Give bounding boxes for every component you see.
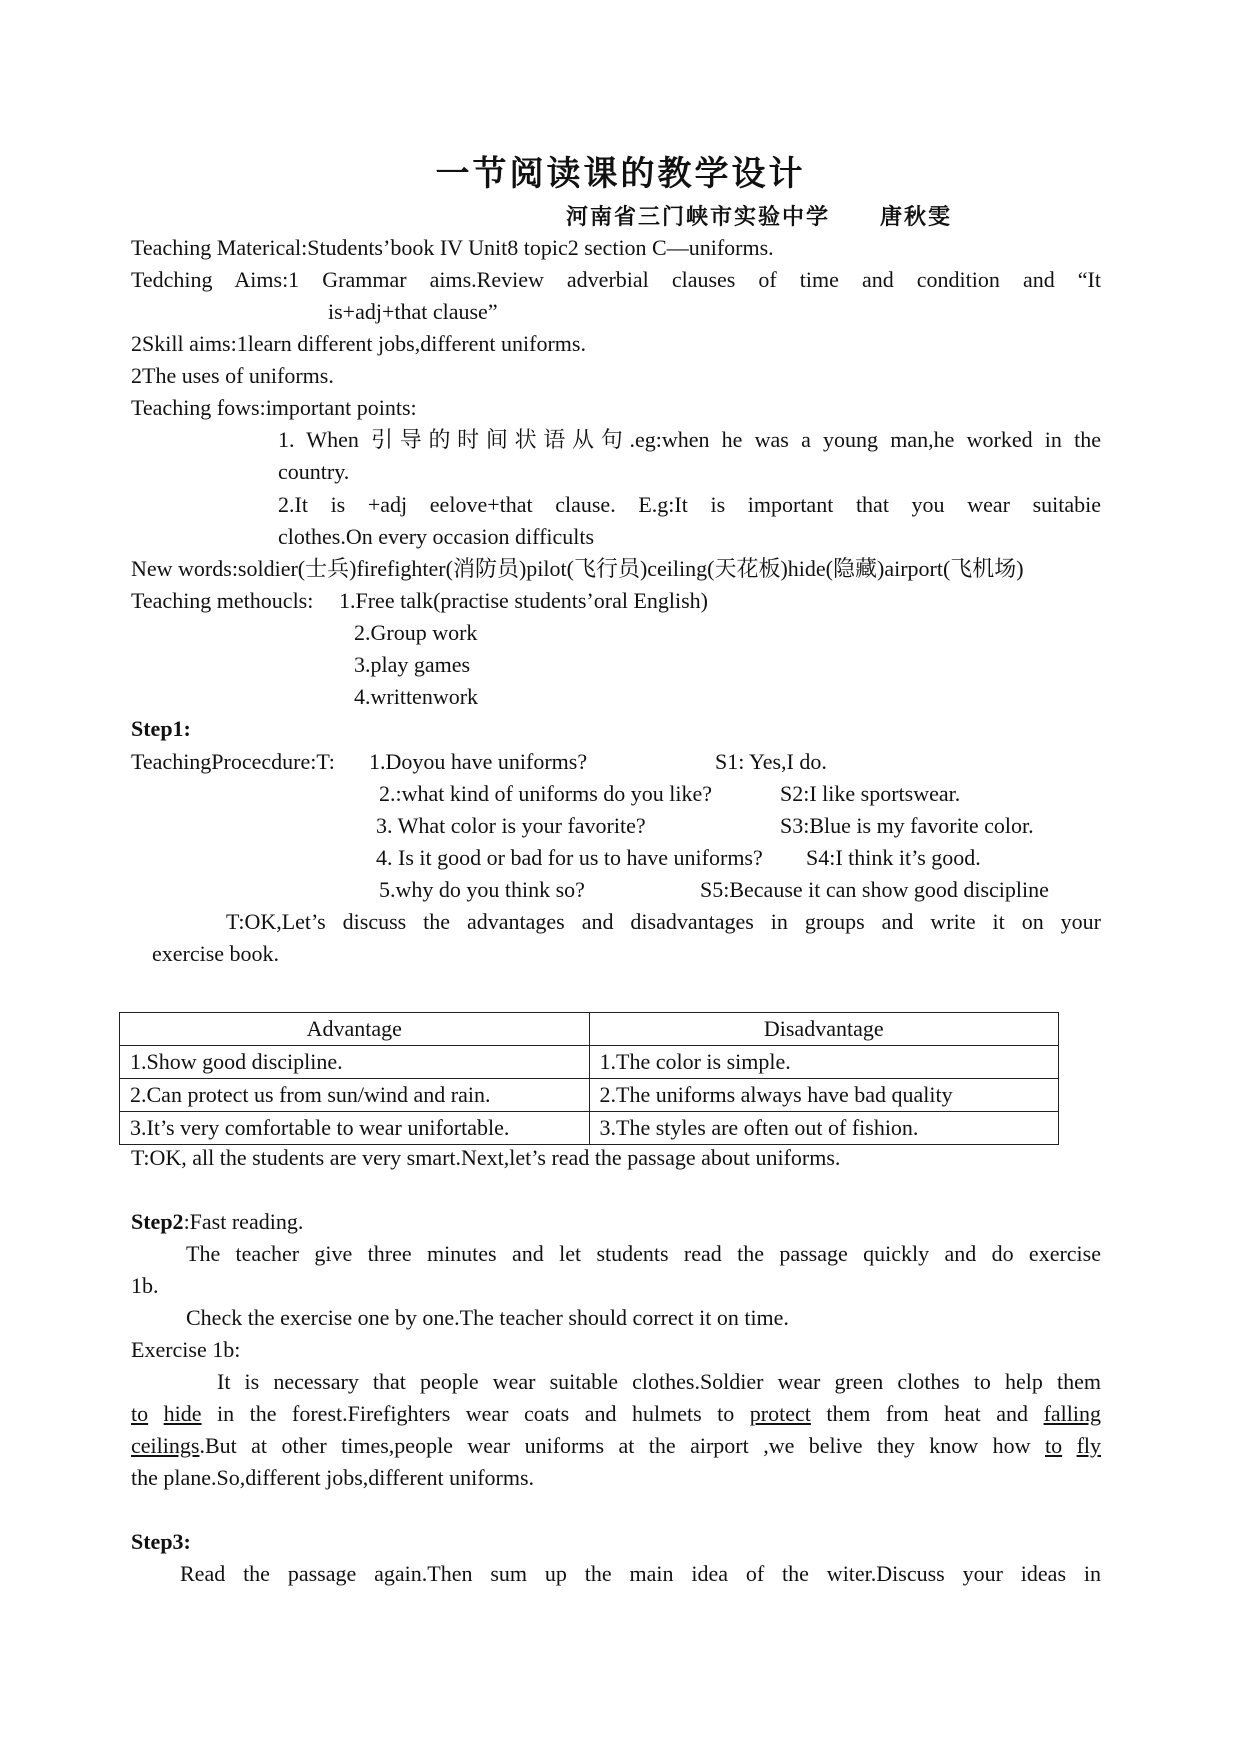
teacher-question: 5.why do you think so? bbox=[379, 877, 585, 902]
exercise-line-1: It is necessary that people wear suitable clothes.Soldier wear green clothes to help them bbox=[217, 1369, 1101, 1394]
step2-title: :Fast reading. bbox=[183, 1209, 304, 1234]
method-item: 1.Free talk(practise students’oral English) bbox=[339, 588, 709, 613]
blank-answer: falling bbox=[1043, 1401, 1101, 1426]
student-answer: S2:I like sportswear. bbox=[780, 781, 961, 806]
method-item: 4.writtenwork bbox=[354, 684, 479, 709]
blank-answer: to bbox=[1044, 1433, 1063, 1458]
exercise-line-2: to hide in the forest.Firefighters wear coats and hulmets to protect them from heat and falling bbox=[131, 1401, 1101, 1426]
teacher-question: 3. What color is your favorite? bbox=[376, 813, 646, 838]
advantage-cell: 3.It’s very comfortable to wear unifortable. bbox=[120, 1112, 590, 1145]
student-answer: S4:I think it’s good. bbox=[806, 845, 981, 870]
new-words: New words:soldier(士兵)firefighter(消防员)pilot(飞行员)ceiling(天花板)hide(隐藏)airport(飞机场) bbox=[131, 556, 1024, 581]
after-table-text: T:OK, all the students are very smart.Next,let’s read the passage about uniforms. bbox=[131, 1145, 841, 1170]
important-point-2-cont: clothes.On every occasion difficults bbox=[278, 524, 595, 549]
step2-paragraph-1: The teacher give three minutes and let students read the passage quickly and do exercise bbox=[186, 1241, 1101, 1266]
student-answer: S3:Blue is my favorite color. bbox=[780, 813, 1034, 838]
table-row bbox=[120, 1112, 1059, 1145]
table-row bbox=[120, 1079, 1059, 1112]
method-item: 2.Group work bbox=[354, 620, 478, 645]
teacher-question: 1.Doyou have uniforms? bbox=[369, 749, 588, 774]
discuss-instruction: T:OK,Let’s discuss the advantages and disadvantages in groups and write it on your bbox=[226, 909, 1101, 934]
blank-answer: ceilings bbox=[131, 1433, 200, 1458]
uniform-uses: 2The uses of uniforms. bbox=[131, 363, 334, 388]
teacher-question: 2.:what kind of uniforms do you like? bbox=[379, 781, 713, 806]
teaching-material: Teaching Materical:Students’book IV Unit8 topic2 section C—uniforms. bbox=[131, 235, 774, 260]
important-point-2: 2.It is +adj eelove+that clause. E.g:It is important that you wear suitabie bbox=[278, 492, 1101, 517]
exercise-line-4: the plane.So,different jobs,different uniforms. bbox=[131, 1465, 535, 1490]
important-point-1-cont: country. bbox=[278, 459, 350, 484]
disadvantage-cell: 3.The styles are often out of fishion. bbox=[589, 1112, 1059, 1145]
table-row bbox=[120, 1046, 1059, 1079]
teaching-methods-label: Teaching methoucls: bbox=[131, 588, 314, 613]
blank-answer: hide bbox=[163, 1401, 202, 1426]
teaching-aims-line1: Tedching Aims:1 Grammar aims.Review adverbial clauses of time and condition and “It bbox=[131, 267, 1101, 292]
method-item: 3.play games bbox=[354, 652, 471, 677]
disadvantage-header: Disadvantage bbox=[589, 1013, 1059, 1046]
step3-heading: Step3: bbox=[131, 1529, 191, 1554]
step2-label: Step2 bbox=[131, 1209, 184, 1234]
procedure-label: TeachingProcecdure:T: bbox=[131, 749, 335, 774]
document-title: 一节阅读课的教学设计 bbox=[435, 154, 806, 194]
table-header-row bbox=[120, 1013, 1059, 1046]
step1-heading: Step1: bbox=[131, 716, 191, 741]
discuss-instruction-cont: exercise book. bbox=[152, 941, 280, 966]
advantages-table bbox=[119, 1012, 1059, 1145]
author-name: 唐秋雯 bbox=[880, 204, 953, 230]
step2-heading bbox=[131, 1206, 303, 1238]
disadvantage-cell: 2.The uniforms always have bad quality bbox=[589, 1079, 1059, 1112]
skill-aims: 2Skill aims:1learn different jobs,different uniforms. bbox=[131, 331, 586, 356]
teacher-question: 4. Is it good or bad for us to have uniforms? bbox=[376, 845, 763, 870]
school-name: 河南省三门峡市实验中学 bbox=[566, 204, 831, 230]
step2-paragraph-2: Check the exercise one by one.The teacher should correct it on time. bbox=[186, 1305, 789, 1330]
step3-paragraph: Read the passage again.Then sum up the main idea of the witer.Discuss your ideas in bbox=[180, 1561, 1101, 1586]
disadvantage-cell: 1.The color is simple. bbox=[589, 1046, 1059, 1079]
teaching-flows: Teaching fows:important points: bbox=[131, 395, 417, 420]
advantage-cell: 1.Show good discipline. bbox=[120, 1046, 590, 1079]
blank-answer: fly bbox=[1076, 1433, 1102, 1458]
blank-answer: to bbox=[131, 1401, 149, 1426]
student-answer: S1: Yes,I do. bbox=[715, 749, 827, 774]
exercise-line-3: ceilings.But at other times,people wear uniforms at the airport ,we belive they know how to fly bbox=[131, 1433, 1102, 1458]
student-answer: S5:Because it can show good discipline bbox=[700, 877, 1049, 902]
step2-paragraph-1-cont: 1b. bbox=[131, 1273, 159, 1298]
advantage-cell: 2.Can protect us from sun/wind and rain. bbox=[120, 1079, 590, 1112]
teaching-aims-line2: is+adj+that clause” bbox=[328, 299, 498, 324]
advantage-header: Advantage bbox=[120, 1013, 590, 1046]
important-point-1: 1. When 引导的时间状语从句.eg:when he was a young man,he worked in the bbox=[278, 427, 1101, 452]
exercise-label: Exercise 1b: bbox=[131, 1337, 241, 1362]
blank-answer: protect bbox=[749, 1401, 811, 1426]
